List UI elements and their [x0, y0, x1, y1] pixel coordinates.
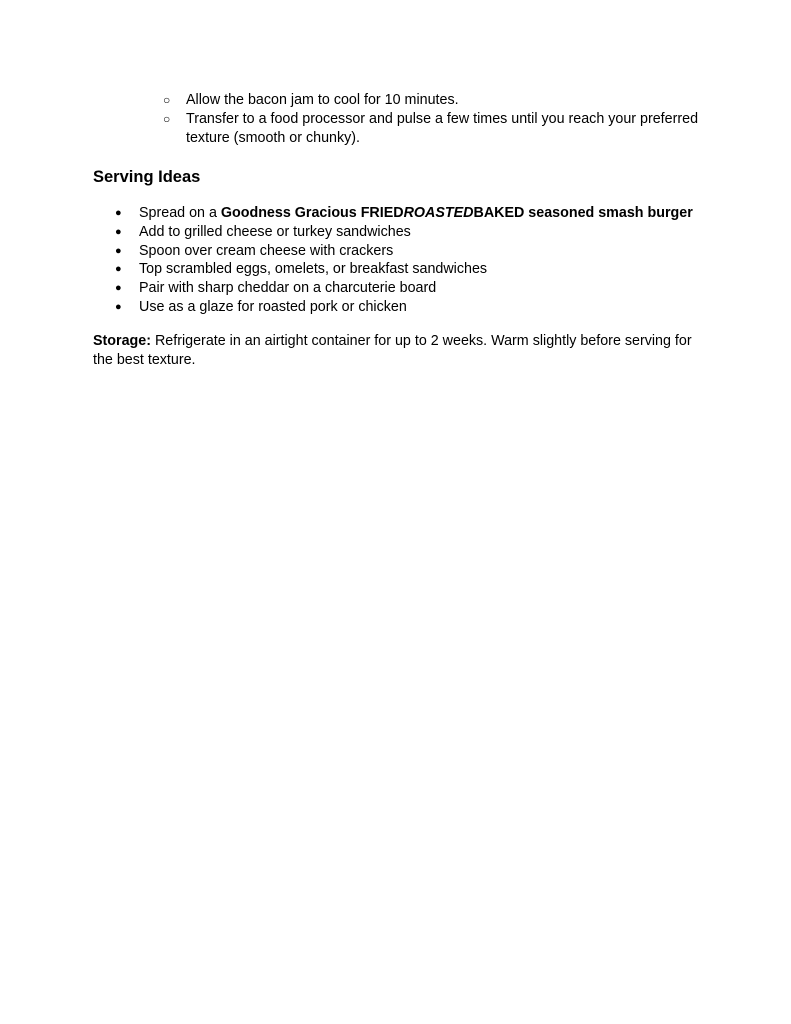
serving-ideas-heading: Serving Ideas — [93, 168, 201, 186]
hollow-circle-bullet-icon: ○ — [163, 93, 171, 107]
filled-bullet-icon: ● — [115, 225, 122, 238]
list-item — [113, 223, 713, 242]
filled-bullet-icon: ● — [115, 207, 122, 219]
filled-bullet-icon: ● — [115, 263, 122, 276]
list-item-text: Add to grilled cheese or turkey sandwiches — [139, 223, 411, 240]
product-name-part: BAKED seasoned smash burger — [473, 205, 693, 221]
list-item-text: Top scrambled eggs, omelets, or breakfast sandwiches — [139, 261, 488, 278]
list-item-text-prefix: Spread on a — [139, 205, 221, 221]
filled-bullet-icon: ● — [115, 244, 122, 257]
list-item — [113, 204, 713, 223]
storage-label: Storage: — [93, 333, 151, 349]
list-item-text: Transfer to a food processor and pulse a few times until you reach your preferred texture (smooth or chunky). — [186, 111, 699, 146]
product-name-emphasis: ROASTED — [403, 205, 474, 221]
list-item — [160, 110, 720, 148]
filled-bullet-icon: ● — [115, 300, 122, 313]
instruction-substeps-list — [160, 91, 720, 148]
filled-bullet-icon: ● — [115, 282, 122, 295]
hollow-circle-bullet-icon: ○ — [163, 112, 171, 126]
list-item-text: Spoon over cream cheese with crackers — [139, 242, 394, 259]
storage-note — [93, 332, 698, 370]
list-item-text: Use as a glaze for roasted pork or chicken — [139, 298, 407, 315]
list-item — [113, 298, 713, 317]
serving-ideas-list — [113, 204, 713, 317]
list-item-text: Pair with sharp cheddar on a charcuterie board — [139, 280, 437, 297]
list-item — [113, 260, 713, 279]
list-item — [113, 242, 713, 261]
list-item-text: Allow the bacon jam to cool for 10 minutes. — [186, 92, 459, 108]
list-item — [160, 91, 720, 110]
storage-text: Refrigerate in an airtight container for up to 2 weeks. Warm slightly before serving for the best texture. — [93, 333, 692, 368]
list-item — [113, 279, 713, 298]
product-name-part: Goodness Gracious FRIED — [220, 205, 404, 221]
